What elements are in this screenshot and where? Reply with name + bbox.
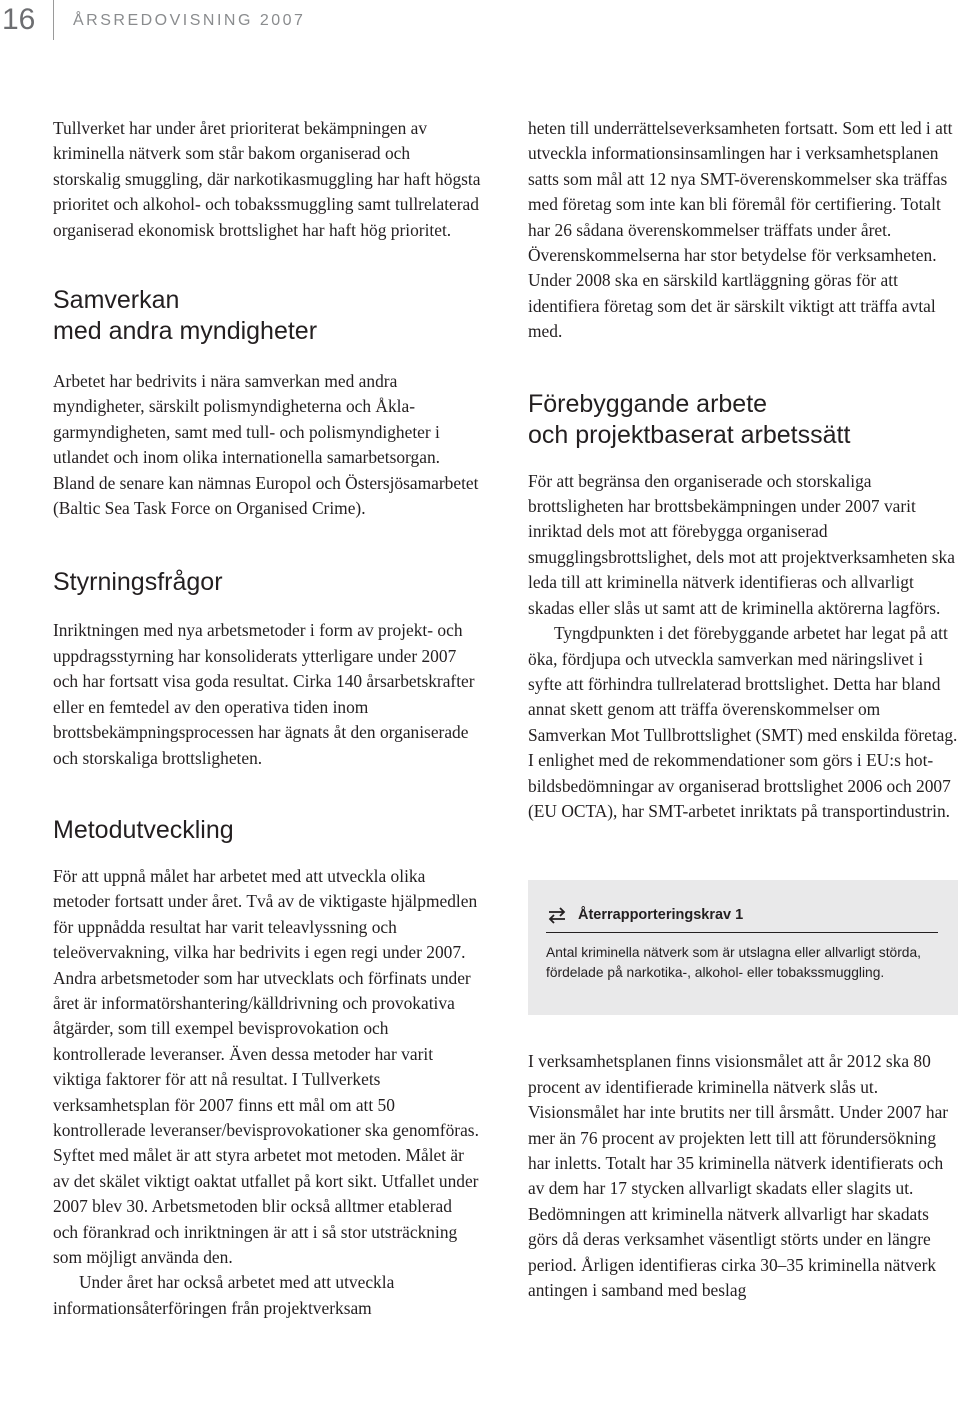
box-text: Antal kriminella nätverk som är utslagna eller allvarligt störda, fördelade på narkotika-, alkohol- eller tobakssmuggling.	[546, 945, 921, 980]
box-title: Återrapporteringskrav 1	[578, 907, 744, 924]
forebygg-paragraph-2: Tyngdpunkten i det förebyggande arbetet har legat på att öka, fördjupa och utveckla samverkan med näringslivet i syfte att förhindra tullrelaterad brottslighet. Detta har bland annat skett genom att träffa överenskommelser om Samverkan Mot Tullbrottslighet (SMT) med enskilda företag. I enlighet med de rekommendationer som görs i EU:s hotbildsbedömningar av organiserad brottslighet 2006 och 2007 (EU OCTA), har SMT-arbetet inriktats på transportindustrin.	[528, 623, 958, 821]
heading-metodutveckling: Metodutveckling	[53, 815, 234, 844]
right-column	[528, 116, 958, 1303]
samverkan-paragraph: Arbetet har bedrivits i nära samverkan med andra myndigheter, särskilt polismyndigheterna och Åklagarmyndigheten, samt med tull- och polismyndigheter i utlandet och inom olika internationella samarbetsorgan. Bland de senare kan nämnas Europol och Östersjösamarbetet (Baltic Sea Task Force on Organised Crime).	[53, 371, 479, 519]
header-divider	[53, 0, 54, 40]
heading-forebyggande	[528, 389, 958, 451]
metod-paragraph: För att uppnå målet har arbetet med att utveckla olika metoder fortsatt under året. Två av de viktigaste hjälpmedlen för uppnådda resultat har varit teleavlyssning och teleövervakning, vilka har bedrivits i egen regi under 2007. Andra arbetsmetoder som har utvecklats och förfinats under året är informatörshantering/källdrivning och provokativa åtgärder, som till exempel bevisprovokation och kontrollerade leveranser. Även dessa metoder har varit viktiga faktorer för att nå resultat. I Tullverkets verksamhetsplan för 2007 finns ett mål om att 50 kontrollerade leveranser/bevisprovokationer ska genomföras. Syftet med målet är att styra arbetet mot metoden. Målet är av det skälet viktigt oaktat utfallet på kort sikt. Utfallet under 2007 blev 30. Arbetsmetoden blir också alltmer etablerad och förankrad och inriktningen är att i så stor utsträckning som möjligt använda den.	[53, 865, 479, 1267]
heading-samverkan-line1: Samverkan	[53, 286, 180, 315]
heading-forebyggande-line2: och projektbaserat arbetssätt	[528, 420, 851, 449]
box-divider	[546, 932, 938, 933]
reporting-requirement-box	[528, 880, 958, 1015]
heading-styrningsfragor: Styrningsfrågor	[53, 568, 223, 597]
running-title: ÅRSREDOVISNING 2007	[73, 12, 306, 29]
after-box-paragraph: I verksamhetsplanen finns visionsmålet att år 2012 ska 80 procent av identifierade kriminella nätverk slås ut. Visionsmålet har inte brutits ner till årsmått. Under 2007 har mer än 76 procent av projekten lett till att förundersökning har inletts. Totalt har 35 kriminella nätverk identifierats och av dem har 17 stycken allvarligt skadats eller slagits ut. Bedömningen att kriminella nätverk allvarligt har skadats görs då deras verksamhet väsentligt störts under en längre period. Årligen identifieras cirka 30–35 kriminella nätverk antingen i samband med beslag	[528, 1051, 949, 1300]
continuation-paragraph: heten till underrättelseverksamheten fortsatt. Som ett led i att utveckla informationsinsamlingen har i verksamhetsplanen satts som mål att 12 nya SMT-överenskommelser ska träffas med företag som inte kan bli föremål för certifiering. Totalt har 26 sådana överenskommelser träffats under året. Överenskommelserna har stor betydelse för verksamheten. Under 2008 ska en särskild kartläggning göras för att identifiera företag som det är särskilt viktigt att träffa avtal med.	[528, 118, 953, 342]
intro-paragraph: Tullverket har under året prioriterat bekämpningen av kriminella nätverk som står bakom organiserad och storskalig smuggling, där narkotikasmuggling har haft högsta prioritet och alkohol- och tobakssmuggling samt tullrelaterad organiserad ekonomisk brottslighet har haft hög prioritet.	[53, 118, 481, 240]
heading-samverkan-line2: med andra myndigheter	[53, 317, 318, 346]
return-arrows-icon	[546, 906, 568, 924]
heading-samverkan	[53, 285, 481, 347]
metod-paragraph-2: Under året har också arbetet med att utveckla informationsåterföringen från projektverksam	[53, 1272, 395, 1318]
heading-forebyggande-line1: Förebyggande arbete	[528, 389, 768, 418]
page-number: 16	[2, 3, 36, 36]
forebygg-paragraph: För att begränsa den organiserade och storskaliga brottsligheten har brottsbekämpningen under 2007 varit inriktad dels mot att förebygga organiserad smugglingsbrottslighet, dels mot att projektverksamheten ska leda till att kriminella nätverk identifieras och allvarligt skadas eller slås ut samt att de kriminella aktörerna lagförs.	[528, 470, 955, 618]
box-header	[546, 906, 938, 924]
left-column	[53, 116, 481, 1321]
styrning-paragraph: Inriktningen med nya arbetsmetoder i form av projekt- och uppdragsstyrning har konsoliderats ytterligare under 2007 och har fortsatt visa goda resultat. Cirka 140 årsarbetskrafter eller en femtedel av den operativa tiden inom brottsbekämpningsprocessen har ägnats åt den organiserade och storskaliga brottsligheten.	[53, 620, 475, 768]
